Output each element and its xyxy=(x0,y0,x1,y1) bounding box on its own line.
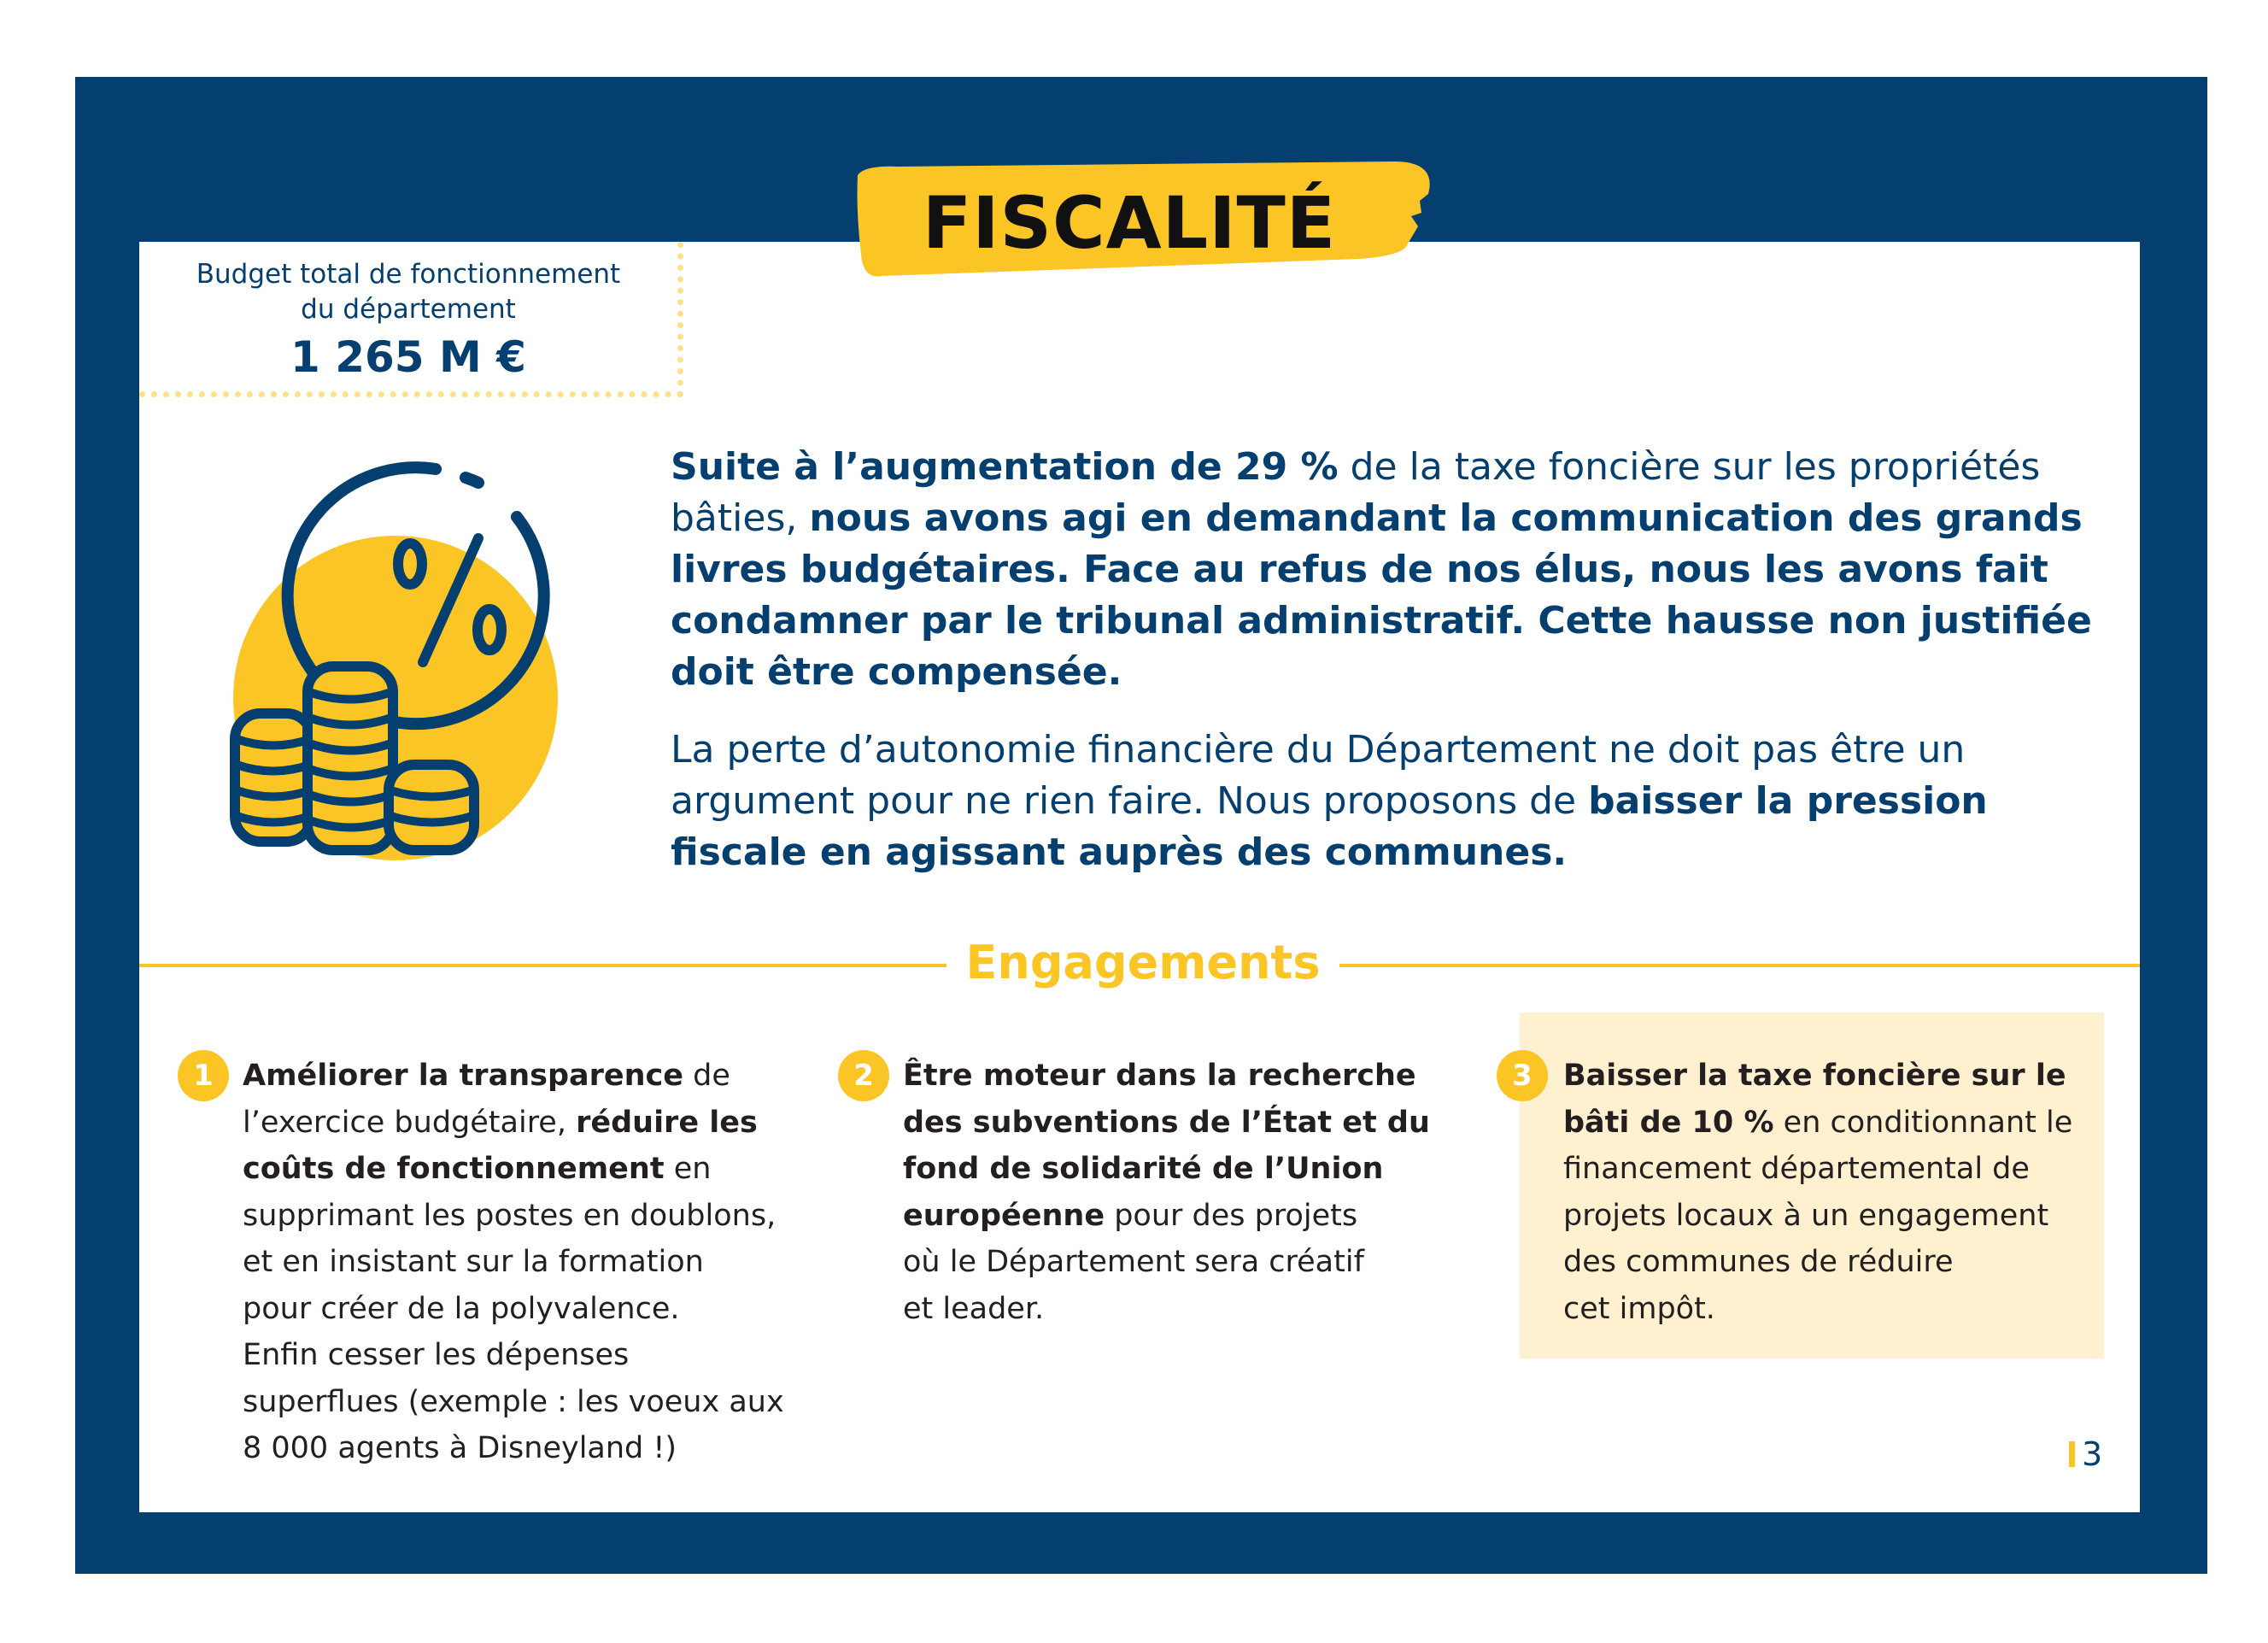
engagement-number-1: 1 xyxy=(178,1050,229,1101)
text-line xyxy=(243,1053,784,1100)
text: cet impôt. xyxy=(1563,1291,1715,1326)
text: en xyxy=(664,1152,712,1186)
bold-text: fiscale en agissant auprès des communes. xyxy=(671,830,1568,874)
text-line xyxy=(1563,1239,2072,1286)
bold-text: coûts de fonctionnement xyxy=(243,1152,665,1186)
text-line xyxy=(671,442,2092,493)
text-line xyxy=(903,1193,1430,1240)
text-line xyxy=(243,1239,784,1286)
text-line xyxy=(903,1286,1430,1333)
text-line xyxy=(1563,1193,2072,1240)
text-line xyxy=(1563,1286,2072,1333)
budget-box xyxy=(139,242,683,397)
text: bâties, xyxy=(671,496,810,540)
text: des communes de réduire xyxy=(1563,1245,1954,1279)
text-line xyxy=(903,1100,1430,1147)
divider-right xyxy=(1339,964,2140,967)
bold-text: Être moteur dans la recherche xyxy=(903,1059,1416,1093)
intro-paragraph-2 xyxy=(671,725,1988,878)
text: superflues (exemple : les voeux aux xyxy=(243,1384,784,1419)
text-line xyxy=(243,1286,784,1333)
title-banner xyxy=(847,160,1433,279)
engagement-text-3 xyxy=(1563,1053,2072,1332)
text: financement départemental de xyxy=(1563,1152,2030,1186)
coins-percent-icon xyxy=(218,457,594,867)
text-line xyxy=(243,1193,784,1240)
engagement-number-2: 2 xyxy=(838,1050,889,1101)
bold-text: baisser la pression xyxy=(1588,779,1988,823)
text: 8 000 agents à Disneyland !) xyxy=(243,1431,677,1465)
text-line xyxy=(243,1146,784,1193)
bold-text: livres budgétaires. Face au refus de nos élus, nous les avons fait xyxy=(671,548,2048,591)
text-line xyxy=(903,1146,1430,1193)
text-line xyxy=(903,1239,1430,1286)
text: et en insistant sur la formation xyxy=(243,1245,704,1279)
bold-text: doit être compensée. xyxy=(671,650,1122,694)
text-line xyxy=(1563,1146,2072,1193)
bold-text: Améliorer la transparence xyxy=(243,1059,684,1093)
engagement-text-1 xyxy=(243,1053,784,1472)
text-line xyxy=(671,827,1988,878)
text-line xyxy=(243,1379,784,1426)
text-line xyxy=(243,1100,784,1147)
text: de la taxe foncière sur les propriétés xyxy=(1338,445,2041,489)
text-line xyxy=(671,647,2092,698)
text: de xyxy=(683,1059,730,1093)
text-line xyxy=(243,1425,784,1472)
bold-text: Suite à l’augmentation de 29 % xyxy=(671,445,1339,489)
text: La perte d’autonomie financière du Département ne doit pas être un xyxy=(671,728,1966,772)
bold-text: des subventions de l’État et du xyxy=(903,1105,1430,1140)
engagements-heading: Engagements xyxy=(965,936,1321,989)
text: supprimant les postes en doublons, xyxy=(243,1198,777,1233)
page-title: FISCALITÉ xyxy=(922,181,1337,265)
bold-text: européenne xyxy=(903,1198,1105,1233)
budget-label-line: du département xyxy=(301,294,516,325)
text: pour créer de la polyvalence. xyxy=(243,1291,680,1326)
bold-text: réduire les xyxy=(576,1105,758,1140)
engagement-text-2 xyxy=(903,1053,1430,1332)
divider-left xyxy=(139,964,946,967)
text: projets locaux à un engagement xyxy=(1563,1198,2049,1233)
engagement-number-3: 3 xyxy=(1497,1050,1548,1101)
text: l’exercice budgétaire, xyxy=(243,1105,577,1140)
text-line xyxy=(1563,1100,2072,1147)
text: et leader. xyxy=(903,1291,1045,1326)
text-line xyxy=(671,776,1988,827)
budget-label xyxy=(139,257,677,327)
text: pour des projets xyxy=(1105,1198,1358,1233)
bold-text: nous avons agi en demandant la communication des grands xyxy=(809,496,2083,540)
text-line xyxy=(671,493,2092,544)
text-line xyxy=(903,1053,1430,1100)
text: où le Département sera créatif xyxy=(903,1245,1364,1279)
bold-text: condamner par le tribunal administratif. Cette hausse non justifiée xyxy=(671,599,2092,643)
budget-label-line: Budget total de fonctionnement xyxy=(196,259,621,290)
page-number-marker xyxy=(2069,1441,2075,1467)
page-number xyxy=(2069,1435,2102,1473)
intro-paragraph-1 xyxy=(671,442,2092,698)
text: Enfin cesser les dépenses xyxy=(243,1338,630,1372)
text-line xyxy=(671,596,2092,647)
bold-text: fond de solidarité de l’Union xyxy=(903,1152,1384,1186)
text-line xyxy=(671,544,2092,596)
page-number-value: 3 xyxy=(2082,1435,2103,1473)
bold-text: Baisser la taxe foncière sur le xyxy=(1563,1059,2066,1093)
text: en conditionnant le xyxy=(1773,1105,2073,1140)
text-line xyxy=(243,1332,784,1379)
bold-text: bâti de 10 % xyxy=(1563,1105,1774,1140)
text-line xyxy=(671,725,1988,776)
text-line xyxy=(1563,1053,2072,1100)
text: argument pour ne rien faire. Nous proposons de xyxy=(671,779,1589,823)
budget-value: 1 265 M € xyxy=(290,332,526,382)
